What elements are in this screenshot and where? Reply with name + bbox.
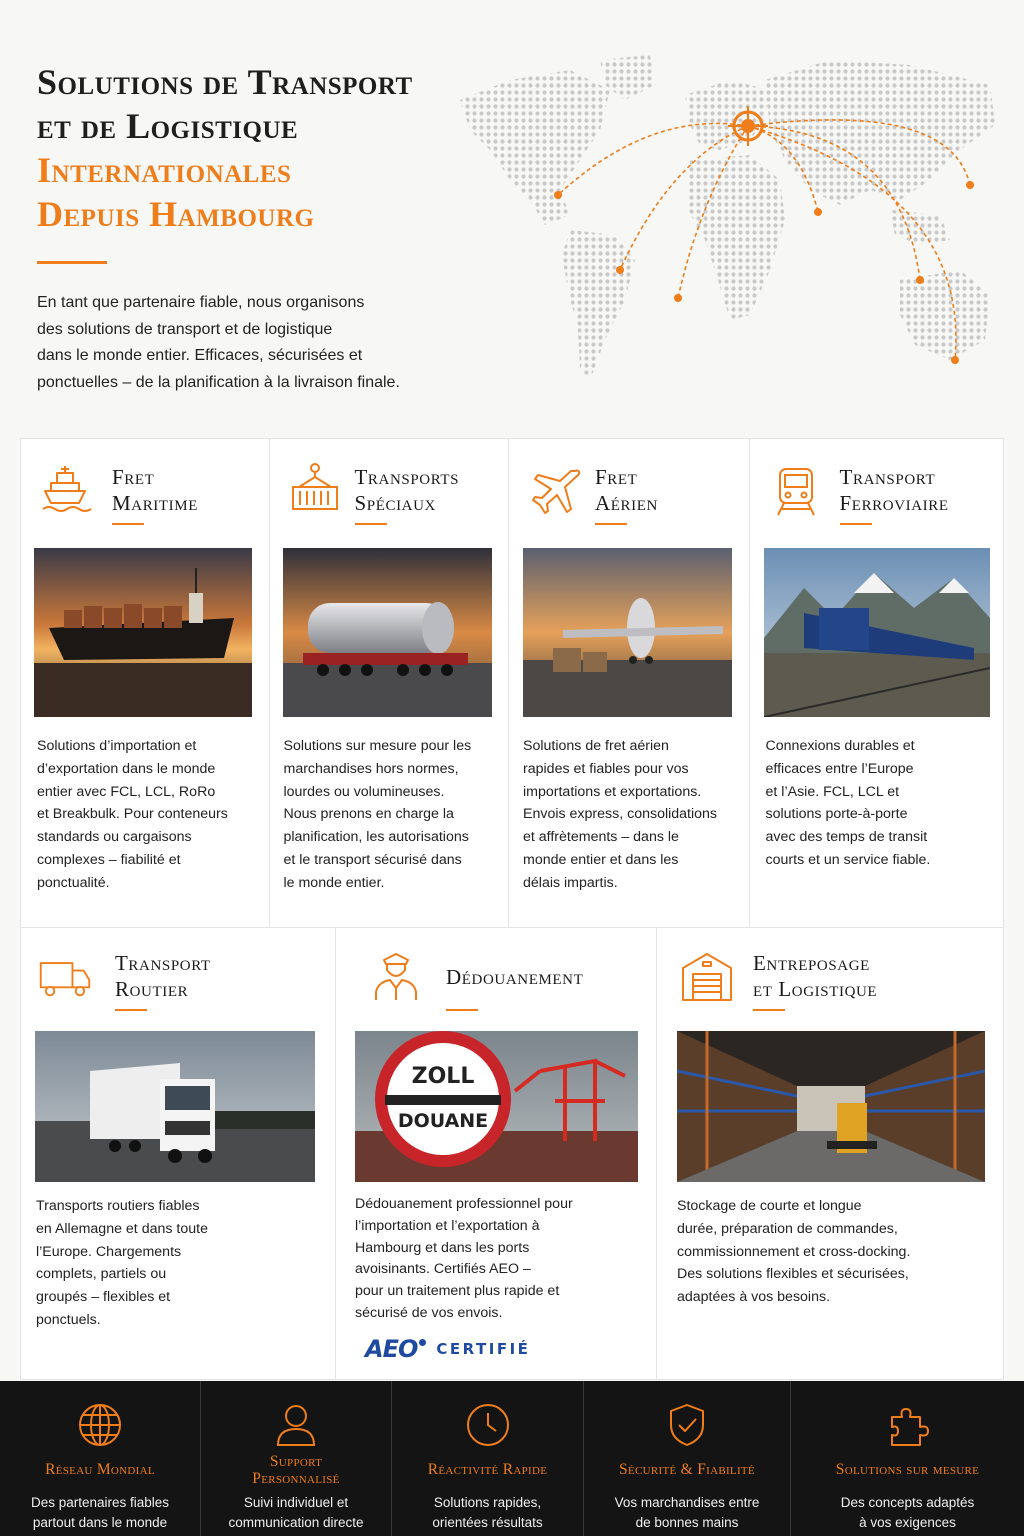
heavy-cargo-photo <box>283 548 492 717</box>
intro-line: ponctuelles – de la planification à la livraison finale. <box>37 373 400 391</box>
customs-sign-photo <box>355 1031 638 1182</box>
feature-text: Suivi individuel et communication directe <box>228 1495 364 1530</box>
card-description: Connexions durables et efficaces entre l’Europe et l’Asie. FCL, LCL et solutions porte-à-porte avec des temps de transit courts et un service fiable. <box>765 738 931 868</box>
svg-text:ZOLL: ZOLL <box>411 1064 475 1089</box>
title-divider <box>112 523 144 525</box>
feature-custom-solutions <box>791 1381 1024 1536</box>
page-title <box>37 60 487 236</box>
services-row-2 <box>20 928 1004 1380</box>
shield-check-icon <box>663 1401 711 1449</box>
card-description: Transports routiers fiables en Allemagne et dans toute l’Europe. Chargements complets, partiels ou groupés – flexibles et ponctuels. <box>36 1198 208 1328</box>
card-title: Fret Maritime <box>112 465 198 515</box>
card-description: Stockage de courte et longue durée, préparation de commandes, commissionnement et cross-docking. Des solutions flexibles et sécurisées, adaptées à vos besoins. <box>677 1198 911 1306</box>
card-title: Transport Ferroviaire <box>839 465 949 515</box>
feature-text: Solutions rapides, orientées résultats <box>432 1495 543 1530</box>
feature-text: Des concepts adaptés à vos exigences <box>840 1495 975 1530</box>
card-description: Solutions de fret aérien rapides et fiables pour vos importations et exportations. Envois express, consolidations et affrètements – dans le monde entier et dans les délais impartis. <box>523 738 718 891</box>
card-description: Solutions d’importation et d’exportation dans le monde entier avec FCL, LCL, RoRo et Breakbulk. Pour conteneurs standards ou cargaisons complexes – fiabilité et ponctualité. <box>37 738 228 891</box>
puzzle-icon <box>884 1401 932 1449</box>
service-card-rail-transport[interactable] <box>750 439 1003 927</box>
world-map-illustration <box>450 40 1010 400</box>
svg-text:DOUANE: DOUANE <box>397 1110 489 1132</box>
card-title: Entreposage et Logistique <box>753 951 878 1001</box>
globe-icon <box>76 1401 124 1449</box>
feature-title: Réseau Mondial <box>45 1461 155 1478</box>
title-line-accent: Depuis Hambourg <box>37 194 315 234</box>
customs-officer-icon <box>368 948 424 1004</box>
service-card-customs[interactable] <box>336 928 657 1379</box>
intro-line: dans le monde entier. Efficaces, sécurisées et <box>37 347 363 364</box>
ship-icon <box>39 461 95 517</box>
person-icon <box>272 1401 320 1449</box>
features-bar <box>0 1381 1024 1536</box>
cargo-ship-photo <box>34 548 252 717</box>
feature-security-reliability <box>584 1381 791 1536</box>
title-divider <box>840 523 872 525</box>
service-card-air-freight[interactable] <box>509 439 750 927</box>
warehouse-photo <box>677 1031 985 1182</box>
warehouse-icon <box>679 948 735 1004</box>
card-title: Dédouanement <box>446 965 584 989</box>
title-divider <box>355 523 387 525</box>
aeo-certified-label: CERTIFIÉ <box>436 1340 531 1358</box>
title-divider <box>115 1009 147 1011</box>
feature-title: Solutions sur mesure <box>835 1461 980 1478</box>
intro-line: des solutions de transport et de logistique <box>37 320 333 338</box>
card-description: Solutions sur mesure pour les marchandises hors normes, lourdes ou volumineuses. Nous prenons en charge la planification, les autorisations et le transport sécurisé dans le monde entier. <box>283 738 472 891</box>
aeo-certified-badge <box>365 1336 530 1362</box>
truck-photo <box>35 1031 315 1182</box>
hero-section <box>0 0 1024 430</box>
airplane-icon <box>527 465 583 521</box>
feature-title: Support Personnalisé <box>252 1453 340 1487</box>
service-card-road-transport[interactable] <box>21 928 336 1379</box>
card-description: Dédouanement professionnel pour l’importation et l’exportation à Hambourg et dans les ports avoisinants. Certifiés AEO – pour un traitement plus rapide et sécurisé de vos envois. <box>355 1196 573 1321</box>
freight-train-photo <box>764 548 990 717</box>
train-icon <box>768 463 824 519</box>
feature-text: Vos marchandises entre de bonnes mains <box>614 1495 760 1530</box>
title-line-accent: Internationales <box>37 150 292 190</box>
intro-text <box>37 290 457 396</box>
aeo-logo: AEO <box>365 1335 418 1363</box>
feature-fast-response <box>392 1381 584 1536</box>
service-card-warehousing[interactable] <box>657 928 1003 1379</box>
clock-icon <box>464 1401 512 1449</box>
service-card-sea-freight[interactable] <box>21 439 270 927</box>
feature-personal-support <box>201 1381 392 1536</box>
title-divider <box>595 523 627 525</box>
service-card-special-transport[interactable] <box>270 439 510 927</box>
title-divider <box>753 1009 785 1011</box>
cargo-plane-photo <box>523 548 732 717</box>
title-line: Solutions de Transport <box>37 62 413 102</box>
title-divider <box>446 1009 478 1011</box>
title-line: et de Logistique <box>37 106 299 146</box>
card-title: Fret Aérien <box>595 465 658 515</box>
truck-icon <box>37 950 93 1006</box>
feature-global-network <box>0 1381 201 1536</box>
title-divider <box>37 261 107 264</box>
feature-title: Réactivité Rapide <box>427 1461 548 1478</box>
intro-line: En tant que partenaire fiable, nous organisons <box>37 294 365 311</box>
feature-title: Sécurité & Fiabilité <box>619 1461 755 1478</box>
services-row-1 <box>20 438 1004 928</box>
card-title: Transports Spéciaux <box>354 465 460 515</box>
aeo-registered-mark <box>419 1339 426 1346</box>
feature-text: Des partenaires fiables partout dans le monde <box>30 1495 170 1530</box>
card-title: Transport Routier <box>115 951 211 1001</box>
container-crane-icon <box>287 461 343 517</box>
